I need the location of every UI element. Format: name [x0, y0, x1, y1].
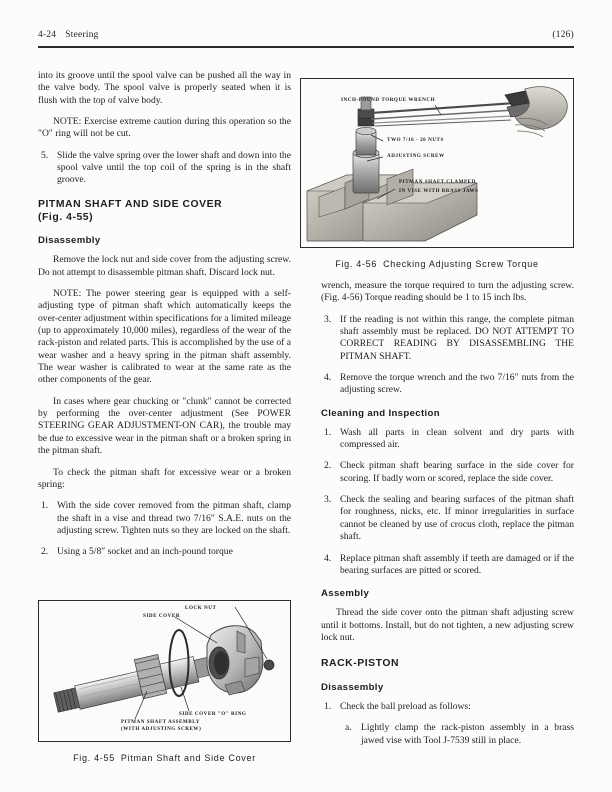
callout-pitman-shaft-clamped: PITMAN SHAFT CLAMPED [399, 179, 476, 185]
paragraph-to-check: To check the pitman shaft for excessive wear or a broken spring: [38, 466, 291, 490]
header-rule [38, 46, 574, 48]
list-item-text: Slide the valve spring over the lower shaft and down into the spool valve until the top coil of the spring is in the shaft groove. [57, 149, 291, 186]
paragraph-thread-side-cover: Thread the side cover onto the pitman shaft adjusting screw until it bottoms. Install, but do not tighten, a new adjusting screw lock nut. [321, 607, 574, 643]
list-item-text: Remove the torque wrench and the two 7/16″ nuts from the adjusting screw. [340, 372, 574, 396]
list-item [321, 372, 574, 397]
paragraph-continued: wrench, measure the torque required to turn the adjusting screw. (Fig. 4-56) Torque reading should be 1 to 15 inch lbs. [321, 280, 574, 304]
callout-two-nuts: TWO 7/16 - 20 NUTS [387, 137, 444, 143]
list-item [321, 553, 574, 578]
callout-inch-pound-torque-wrench: INCH-POUND TORQUE WRENCH [341, 97, 436, 103]
paragraph-remove-lock-nut: Remove the lock nut and side cover from the adjusting screw. Do not attempt to disassemble pitman shaft. Discard lock nut. [38, 254, 291, 278]
list-marker: 3. [324, 313, 332, 325]
list-marker: 3. [324, 494, 332, 506]
callout-pitman-shaft-assembly: PITMAN SHAFT ASSEMBLY [121, 719, 200, 725]
list-item-text: If the reading is not within this range, the complete pitman shaft assembly must be replaced. DO NOT ATTEMPT TO CORRECT READING BY DISASSEMBLING THE PITMAN SHAFT. [340, 313, 574, 362]
list-marker: 5. [41, 149, 49, 161]
list-item [38, 150, 291, 187]
figure-4-56-frame [300, 78, 574, 248]
callout-with-adjusting-screw: (WITH ADJUSTING SCREW) [121, 726, 202, 732]
list-item-text: Check the sealing and bearing surfaces of the pitman shaft for roughness, nicks, etc. If minor irregularities in surface cannot be cleaned by use of crocus cloth, replace the pitman shaft. [340, 494, 574, 543]
list-item [321, 427, 574, 452]
running-head-left [38, 30, 99, 40]
right-column [321, 280, 574, 756]
section-title: Steering [65, 30, 99, 40]
list-marker: 1. [324, 426, 332, 438]
list-item [321, 722, 574, 747]
list-item-text: With the side cover removed from the pitman shaft, clamp the shaft in a vise and thread two 7/16″ S.A.E. nuts on the adjusting screw. Tighten nuts so they are locked on the shaft. [57, 500, 291, 536]
figure-4-55-frame [38, 600, 291, 742]
heading-rack-piston: RACK-PISTON [321, 658, 400, 670]
list-item-text: Check the ball preload as follows: [340, 701, 471, 713]
heading-assembly: Assembly [321, 588, 370, 600]
figure-number: Fig. 4-55 [73, 753, 115, 763]
heading-cleaning-and-inspection: Cleaning and Inspection [321, 407, 440, 419]
list-item-text: Wash all parts in clean solvent and dry parts with compressed air. [340, 426, 574, 451]
paragraph-gear-chucking: In cases where gear chucking or ″clunk″ cannot be corrected by performing the over-center adjustment (See POWER STEERING GEAR ADJUSTMENT-ON CAR), the trouble may be due to excessive wear in the pitman shaft or a broken spring in the pitman shaft. [38, 395, 291, 457]
note-self-adjusting: NOTE: The power steering gear is equipped with a self-adjusting type of pitman shaft which automatically keeps the over-center adjustment within specifications for a limited mileage (up to approximately 10,000 miles), regardless of the wear of the rack-piston and related parts. This is accomplished by the use of a wear washer and a heavy spring in the pitman shaft assembly. The wear washer is calibrated to wear at the same rate as the other components of the gear. [38, 288, 291, 386]
heading-figure-ref: (Fig. 4-55) [38, 211, 94, 223]
figure-4-55 [38, 600, 291, 763]
list-marker: a. [345, 722, 352, 734]
list-marker: 4. [324, 372, 332, 384]
list-item-text: Replace pitman shaft assembly if teeth are damaged or if the bearing surfaces are pitted or scored. [340, 552, 574, 576]
list-item [321, 494, 574, 543]
callout-in-vise-brass-jaws: IN VISE WITH BRASS JAWS [399, 188, 479, 194]
left-column [38, 70, 291, 568]
heading-text: PITMAN SHAFT AND SIDE COVER [38, 198, 223, 210]
figure-4-55-illustration [39, 601, 289, 738]
list-marker: 4. [324, 552, 332, 564]
list-marker: 2. [324, 460, 332, 472]
heading-disassembly: Disassembly [38, 235, 101, 247]
heading-pitman-shaft-and-side-cover [38, 199, 291, 225]
heading-disassembly: Disassembly [321, 682, 384, 694]
list-item [321, 701, 574, 713]
figure-caption-text: Pitman Shaft and Side Cover [120, 753, 256, 763]
list-item [38, 500, 291, 537]
list-item [321, 314, 574, 363]
callout-lock-nut: LOCK NUT [185, 605, 217, 611]
note-o-ring: NOTE: Exercise extreme caution during this operation so the ″O″ ring will not be cut. [38, 116, 291, 140]
list-marker: 2. [41, 546, 49, 558]
list-item-text: Lightly clamp the rack-piston assembly in a brass jawed vise with Tool J-7539 still in place. [361, 722, 574, 746]
page-folio: (126) [552, 30, 574, 40]
list-item-text: Check pitman shaft bearing surface in the side cover for scoring. If badly worn or scored, replace the side cover. [340, 460, 574, 484]
figure-4-55-caption [38, 753, 291, 763]
figure-4-56 [300, 78, 574, 269]
figure-4-56-illustration [301, 79, 572, 244]
list-item [321, 460, 574, 485]
callout-side-cover-o-ring: SIDE COVER ″O″ RING [179, 711, 247, 717]
figure-number: Fig. 4-56 [335, 259, 378, 269]
running-head [38, 30, 574, 48]
paragraph-continued: into its groove until the spool valve can be pushed all the way in the valve body. The spool valve is properly seated when it is flush with the top of valve body. [38, 70, 291, 106]
list-item-text: Using a 5/8″ socket and an inch-pound torque [57, 546, 233, 558]
callout-side-cover: SIDE COVER [143, 613, 181, 619]
figure-4-56-caption [300, 259, 574, 269]
section-number: 4-24 [38, 30, 57, 40]
list-marker: 1. [324, 701, 332, 713]
list-item [38, 546, 291, 558]
callout-adjusting-screw: ADJUSTING SCREW [387, 153, 445, 159]
figure-caption-text: Checking Adjusting Screw Torque [383, 259, 539, 269]
list-marker: 1. [41, 500, 49, 512]
